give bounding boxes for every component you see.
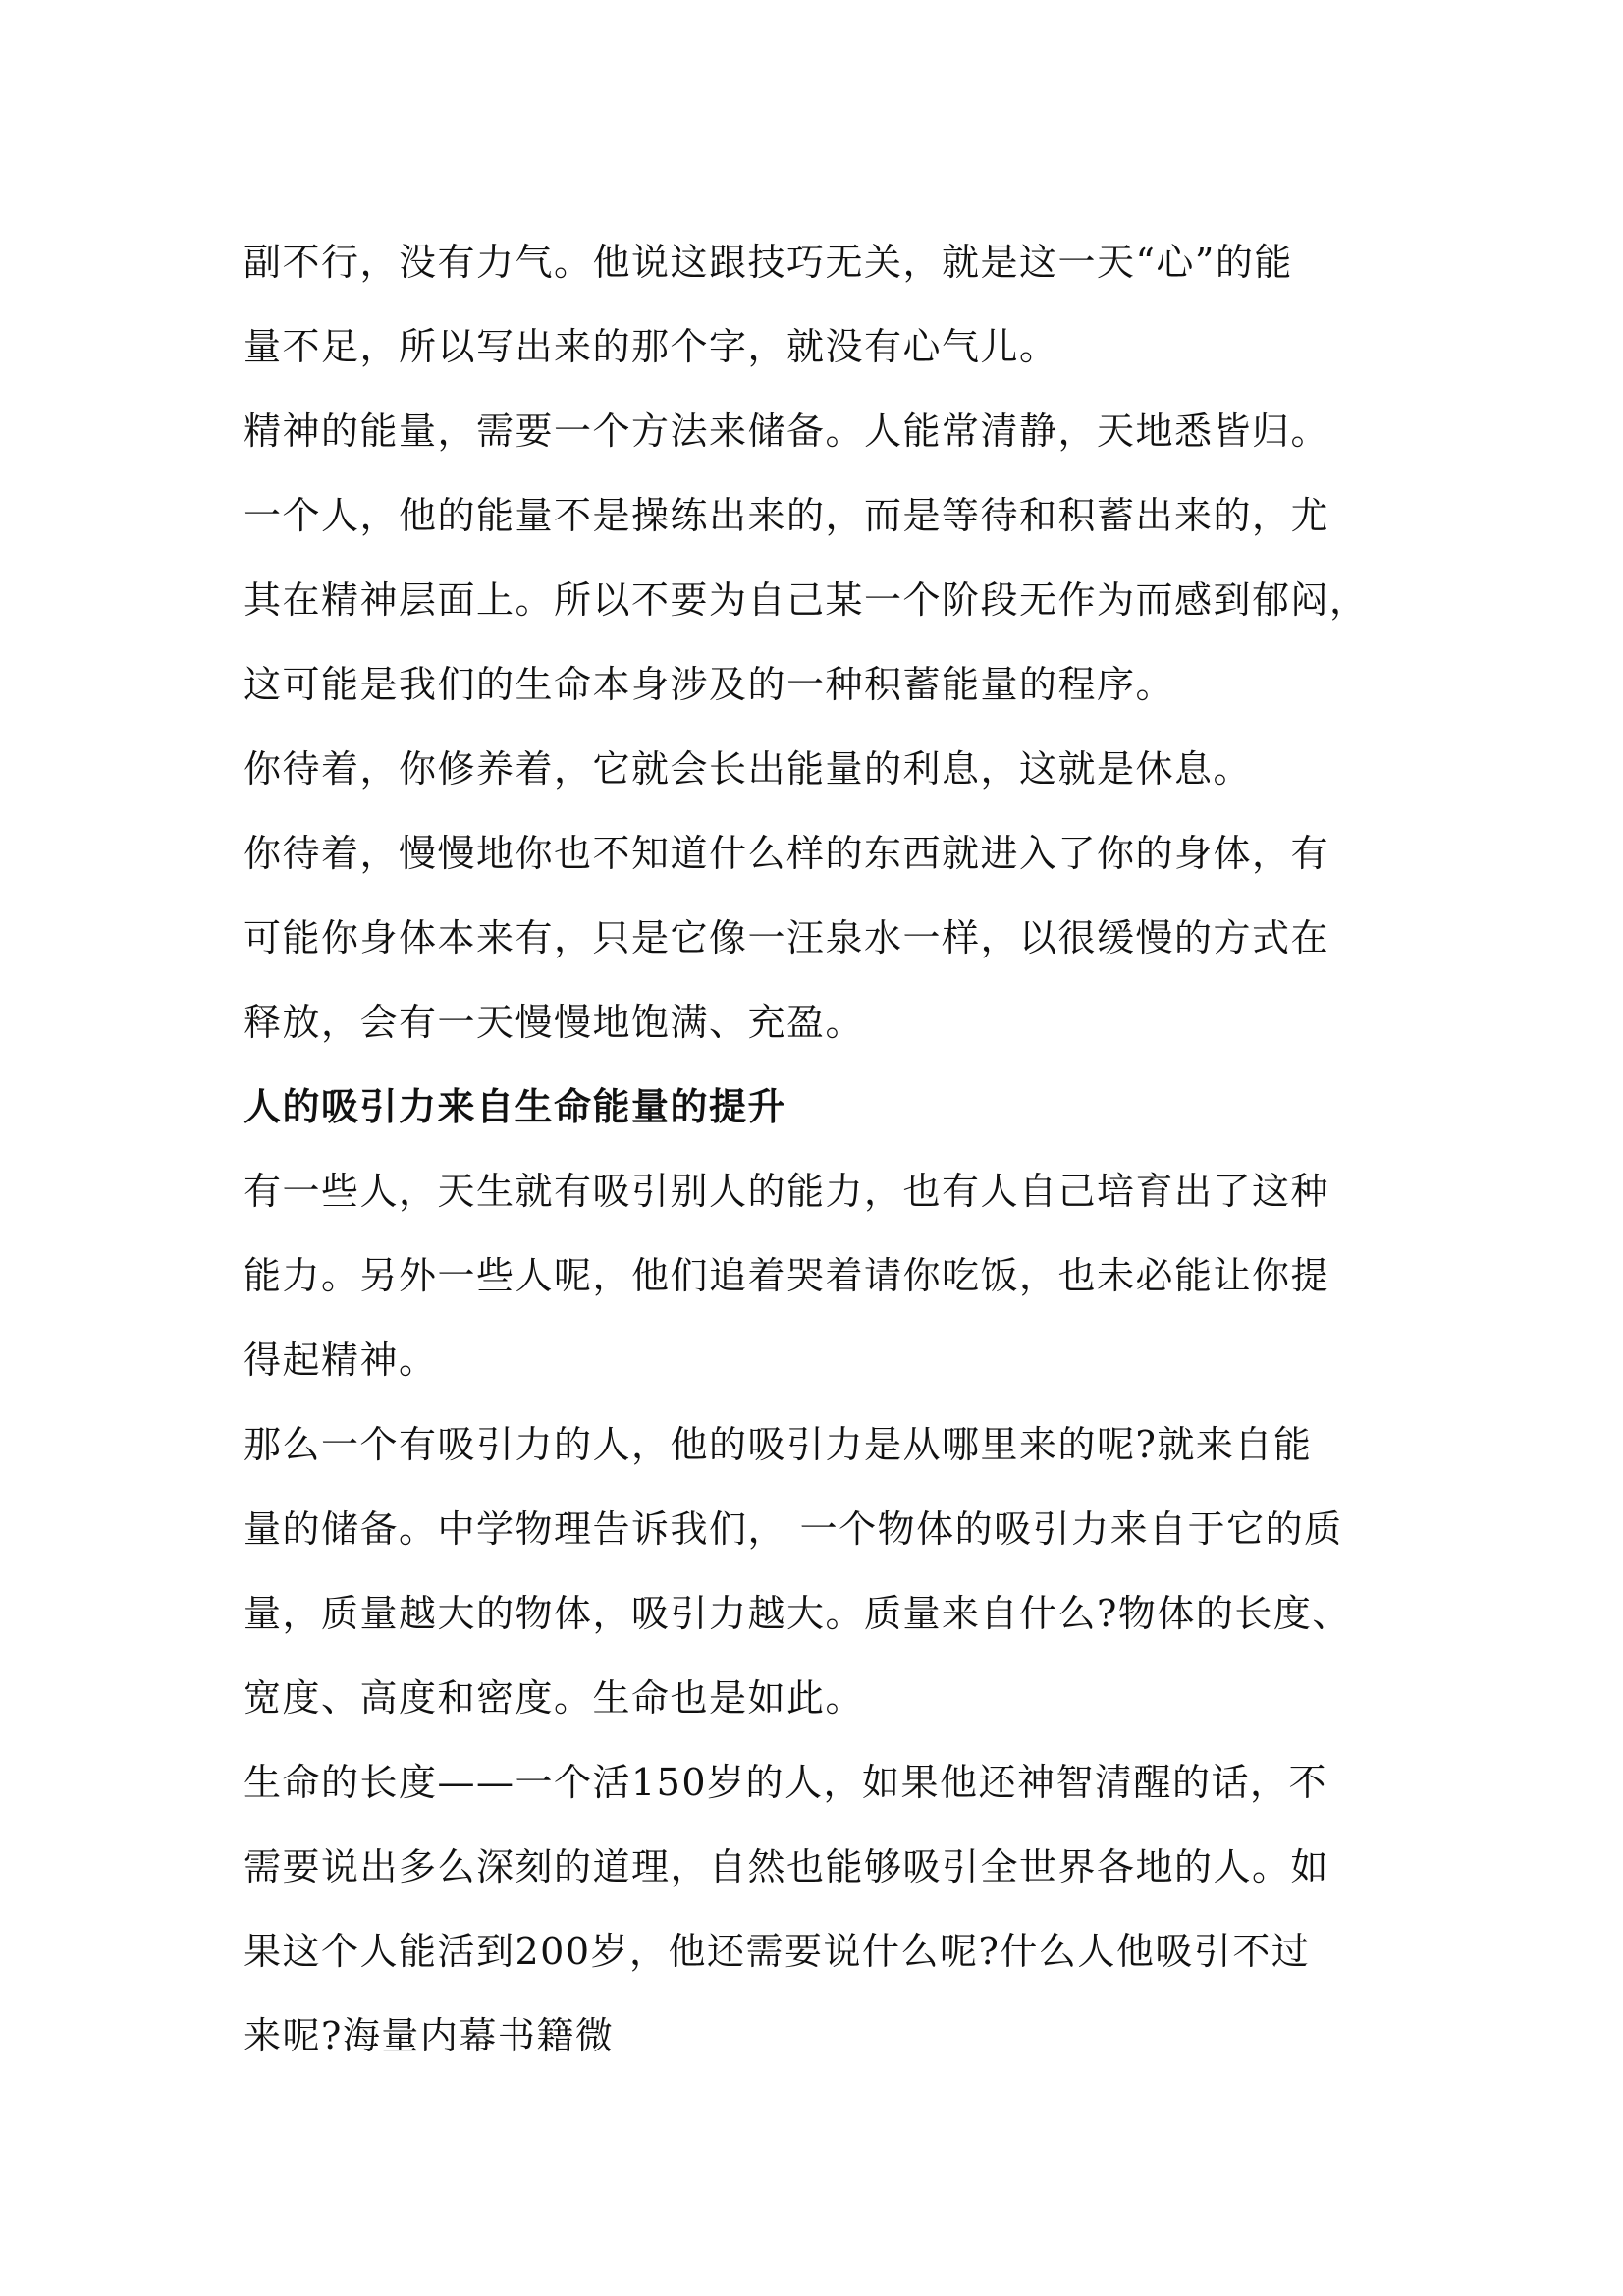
paragraph-spring-water [243,811,1402,1065]
text-line: 可能你身体本来有，只是它像一汪泉水一样，以很缓慢的方式在 [243,916,1330,959]
text-line: 这可能是我们的生命本身涉及的一种积蓄能量的程序。 [243,663,1175,706]
text-line: 量不足，所以写出来的那个字，就没有心气儿。 [243,325,1058,368]
text-line: 能力。另外一些人呢，他们追着哭着请你吃饭，也未必能让你提 [243,1254,1330,1297]
paragraph-attraction-ability [243,1149,1402,1402]
text-line: 你待着，你修养着，它就会长出能量的利息，这就是休息。 [243,747,1253,791]
paragraph-life-length [243,1740,1402,2078]
heading-text: 人的吸引力来自生命能量的提升 [243,1085,787,1128]
text-line: 有一些人，天生就有吸引别人的能力，也有人自己培育出了这种 [243,1170,1330,1213]
section-heading [243,1065,1402,1149]
text-line: 需要说出多么深刻的道理，自然也能够吸引全世界各地的人。如 [243,1845,1330,1888]
text-line: 其在精神层面上。所以不要为自己某一个阶段无作为而感到郁闷， [243,578,1369,622]
text-line: 得起精神。 [243,1339,438,1382]
text-line: 生命的长度——一个活150岁的人，如果他还神智清醒的话，不 [243,1761,1328,1804]
text-line: 副不行，没有力气。他说这跟技巧无关，就是这一天“心”的能 [243,241,1293,284]
text-line: 果这个人能活到200岁，他还需要说什么呢?什么人他吸引不过 [243,1930,1311,1973]
paragraph-rest [243,727,1402,811]
text-line: 你待着，慢慢地你也不知道什么样的东西就进入了你的身体，有 [243,832,1330,875]
paragraph-spiritual-energy [243,389,1402,473]
paragraph-physics-mass [243,1402,1402,1740]
paragraph-calligraphy-energy [243,220,1402,389]
document-body [243,220,1402,2078]
paragraph-accumulate-energy [243,473,1402,727]
text-line: 来呢?海量内幕书籍微 [243,2014,615,2057]
text-line: 那么一个有吸引力的人，他的吸引力是从哪里来的呢?就来自能 [243,1423,1313,1466]
text-line: 宽度、高度和密度。生命也是如此。 [243,1676,865,1720]
text-line: 量的储备。中学物理告诉我们， 一个物体的吸引力来自于它的质 [243,1507,1343,1551]
text-line: 一个人，他的能量不是操练出来的，而是等待和积蓄出来的，尤 [243,494,1330,537]
text-line: 释放，会有一天慢慢地饱满、充盈。 [243,1001,865,1044]
text-line: 精神的能量，需要一个方法来储备。人能常清静，天地悉皆归。 [243,410,1330,453]
text-line: 量，质量越大的物体，吸引力越大。质量来自什么?物体的长度、 [243,1592,1351,1635]
